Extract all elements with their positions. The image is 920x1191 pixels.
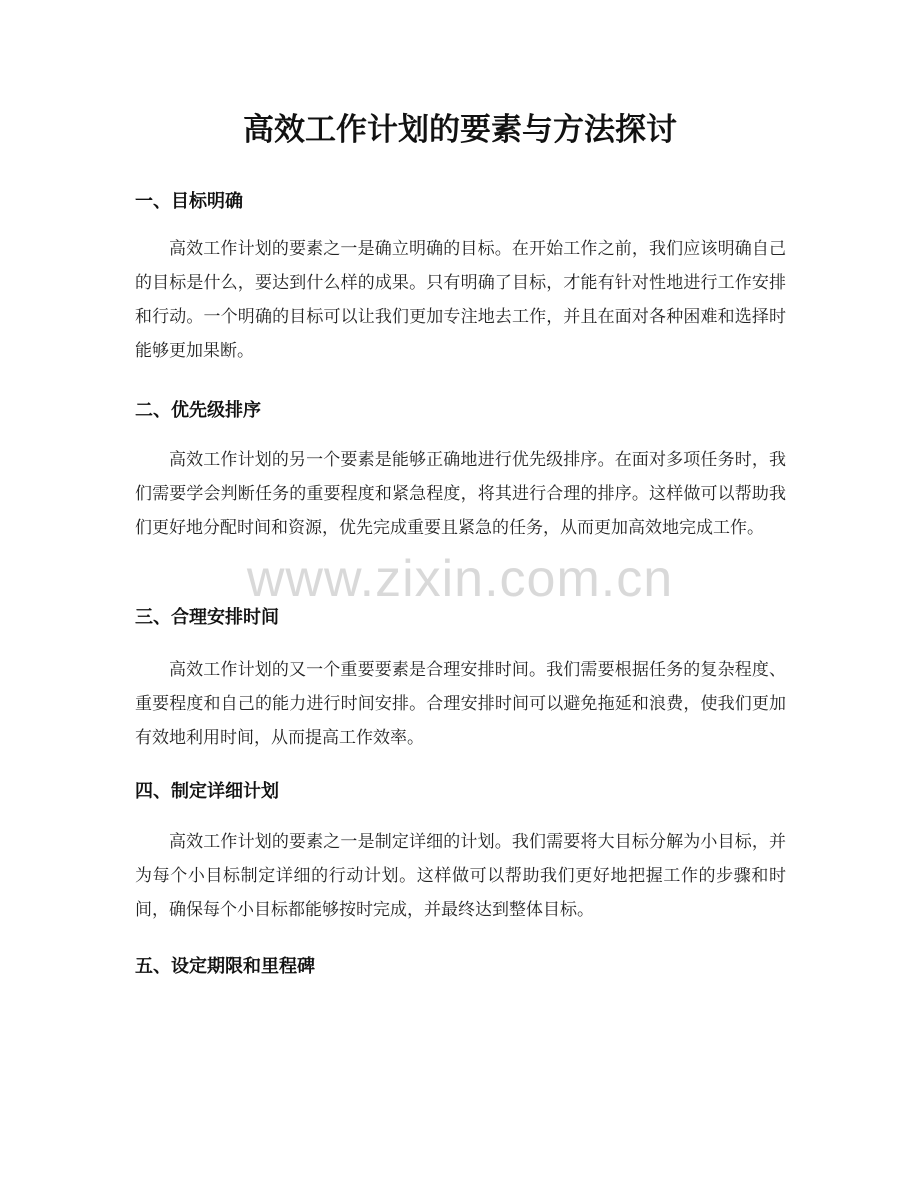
section-paragraph-time: 高效工作计划的又一个重要要素是合理安排时间。我们需要根据任务的复杂程度、重要程度和自己的能力进行时间安排。合理安排时间可以避免拖延和浪费，使我们更加有效地利用时间，从而提高工作效率。 bbox=[135, 660, 786, 748]
section-heading-plan: 四、制定详细计划 bbox=[135, 781, 279, 802]
section-heading-time: 三、合理安排时间 bbox=[135, 607, 279, 628]
section-paragraph-plan: 高效工作计划的要素之一是制定详细的计划。我们需要将大目标分解为小目标，并为每个小目标制定详细的行动计划。这样做可以帮助我们更好地把握工作的步骤和时间，确保每个小目标都能够按时完成，并最终达到整体目标。 bbox=[135, 832, 786, 920]
section-heading-deadline: 五、设定期限和里程碑 bbox=[135, 956, 315, 977]
section-paragraph-goal: 高效工作计划的要素之一是确立明确的目标。在开始工作之前，我们应该明确自己的目标是什么，要达到什么样的成果。只有明确了目标，才能有针对性地进行工作安排和行动。一个明确的目标可以让我们更加专注地去工作，并且在面对各种困难和选择时能够更加果断。 bbox=[135, 239, 786, 361]
document-title: 高效工作计划的要素与方法探讨 bbox=[243, 112, 677, 148]
section-heading-goal: 一、目标明确 bbox=[135, 191, 243, 212]
watermark: www.zixin.com.cn bbox=[246, 550, 674, 608]
section-heading-priority: 二、优先级排序 bbox=[135, 400, 261, 421]
section-paragraph-priority: 高效工作计划的另一个要素是能够正确地进行优先级排序。在面对多项任务时，我们需要学会判断任务的重要程度和紧急程度，将其进行合理的排序。这样做可以帮助我们更好地分配时间和资源，优先完成重要且紧急的任务，从而更加高效地完成工作。 bbox=[135, 450, 786, 538]
